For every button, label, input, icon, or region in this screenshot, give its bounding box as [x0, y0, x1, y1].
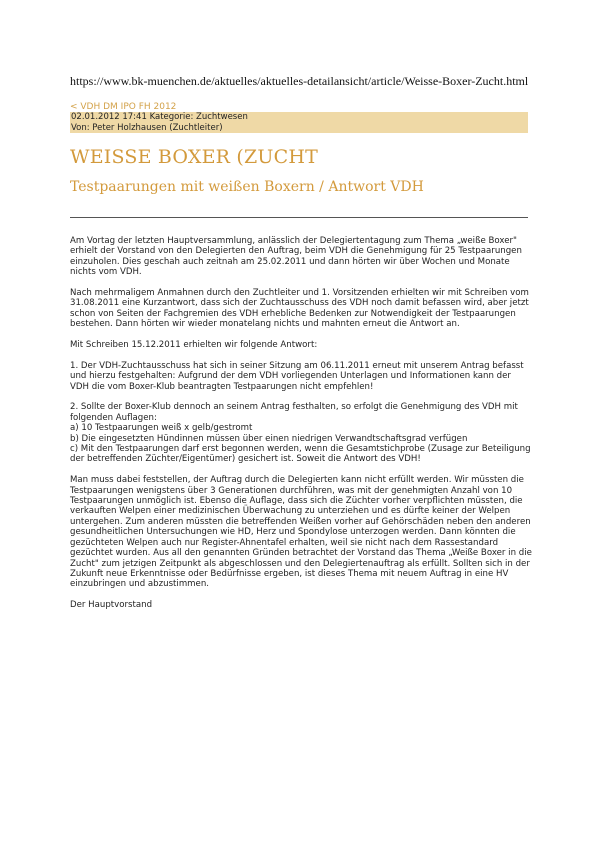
article-meta [70, 112, 528, 133]
back-link[interactable]: < VDH DM IPO FH 2012 [70, 102, 177, 112]
signature: Der Hauptvorstand [70, 600, 153, 611]
article-title: WEISSE BOXER (ZUCHT [70, 146, 319, 168]
divider [70, 217, 528, 218]
article-body [70, 236, 532, 621]
paragraph: 2. Sollte der Boxer-Klub dennoch an seinem Antrag festhalten, so erfolgt die Genehmigung des VDH mit folgenden Auflagen: a) 10 Testpaarungen weiß x gelb/gestromt b) Die eingesetzten Hündinnen müssen über einen niedrigen Verwandtschaftsgrad verfügen c) Mit den Testpaarungen darf erst begonnen werden, wenn die Gesamtstichprobe (Zusage zur Beteiligung der betreffenden Züchter/Eigentümer) gesichert ist. Soweit die Antwort des VDH! [70, 402, 531, 465]
paragraph: 1. Der VDH-Zuchtausschuss hat sich in seiner Sitzung am 06.11.2011 erneut mit unserem Antrag befasst und hierzu festgehalten: Aufgrund der dem VDH vorliegenden Unterlagen und Informationen kann der VDH die vom Boxer-Klub beantragten Testpaarungen nicht empfehlen! [70, 360, 524, 392]
paragraph: Am Vortag der letzten Hauptversammlung, anlässlich der Delegiertentagung zum Thema „weiße Boxer" erhielt der Vorstand von den Delegierten den Auftrag, beim VDH die Genehmigung für 25 Testpaarungen einzuholen. Dies geschah auch zeitnah am 25.02.2011 und dann hörten wir über Wochen und Monate nichts vom VDH. [70, 236, 522, 278]
paragraph: Mit Schreiben 15.12.2011 erhielten wir folgende Antwort: [70, 340, 318, 351]
meta-date-category: 02.01.2012 17:41 Kategorie: Zuchtwesen [71, 112, 248, 122]
article-subtitle: Testpaarungen mit weißen Boxern / Antwort VDH [70, 179, 424, 195]
page-url: https://www.bk-muenchen.de/aktuelles/aktuelles-detailansicht/article/Weisse-Boxer-Zucht.html [70, 74, 529, 88]
meta-author: Von: Peter Holzhausen (Zuchtleiter) [71, 122, 223, 133]
paragraph: Man muss dabei feststellen, der Auftrag durch die Delegierten kann nicht erfüllt werden. Wir müssten die Testpaarungen wenigstens über 3 Generationen durchführen, was mit der genehmigten Anzahl von 10 Testpaarungen unmöglich ist. Ebenso die Auflage, dass sich die Züchter vorher verpflichten müssten, die verkauften Welpen einer medizinischen Überwachung zu unterziehen und es dürfte keiner der Welpen untergehen. Zum anderen müssten die betreffenden Weißen vorher auf Gehörschäden neben den anderen gesundheitlichen Untersuchungen wie HD, Herz und Spondylose unterzogen werden. Dann könnten die gezüchteten Welpen auch nur Register-Ahnentafel erhalten, weil sie nicht nach dem Rassestandard gezüchtet wurden. Aus all den genannten Gründen betrachtet der Vorstand das Thema „Weiße Boxer in die Zucht" zum jetzigen Zeitpunkt als abgeschlossen und den Delegiertenauftrag als erfüllt. Sollten sich in der Zukunft neue Erkenntnisse oder Bedürfnisse ergeben, ist dieses Thema mit neuem Auftrag in eine HV einzubringen und abzustimmen. [70, 475, 532, 590]
paragraph: Nach mehrmaligem Anmahnen durch den Zuchtleiter und 1. Vorsitzenden erhielten wir mit Schreiben vom 31.08.2011 eine Kurzantwort, dass sich der Zuchtausschuss des VDH noch damit befassen wird, aber jetzt schon von Seiten der Fachgremien des VDH erhebliche Bedenken zur Notwendigkeit der Testpaarungen bestehen. Dann hörten wir wieder monatelang nichts und mahnten erneut die Antwort an. [70, 288, 529, 330]
